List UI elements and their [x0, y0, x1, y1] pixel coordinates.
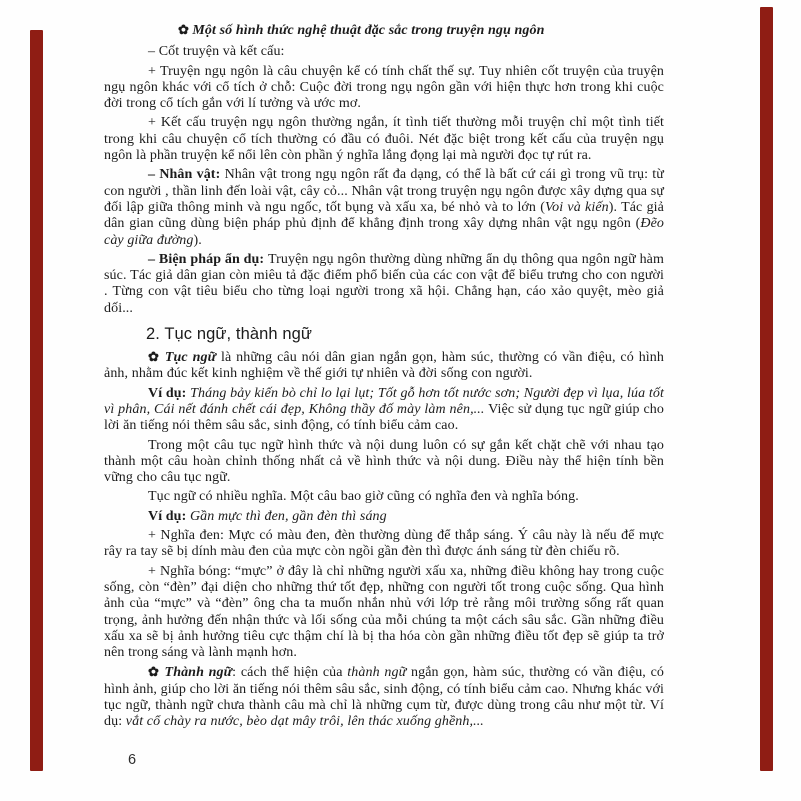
page-number: 6: [128, 752, 137, 768]
text-run: Truyện ngụ ngôn thường dùng những ẩn dụ thông qua ngôn ngữ hàm súc. Tác giả dân gian còn miêu tả đặc điểm phổ biến của các con vật để biểu trưng cho con người . Từng con vật tiêu biểu cho từng loại người trong xã hội. Chẳng hạn, cáo xảo quyệt, mèo giả dối...: [104, 251, 664, 316]
text-run: Ví dụ:: [148, 508, 190, 524]
text-run: thành ngữ: [347, 665, 407, 681]
text-run: + Nghĩa bóng: “mực” ở đây là chỉ những người xấu xa, những điều không hay trong cuộc sống, còn “đèn” đại diện cho những thứ tốt đẹp, những con người tốt trong cuộc sống. Qua hình ảnh của “mực” và “đèn” ông cha ta muốn nhắn nhủ với lớp trẻ rằng môi trường sống rất quan trọng, ảnh hưởng đến nhận thức và lối sống của mỗi chúng ta một cách sâu sắc. Gần những điều xấu xa sẽ bị ảnh hưởng tiêu cực thậm chí là bị tha hóa còn gần những điều tốt đẹp sẽ giúp ta trở nên trong sáng và lành mạnh hơn.: [104, 563, 664, 661]
text-run: Trong một câu tục ngữ hình thức và nội dung luôn có sự gắn kết chặt chẽ với nhau tạo thành một câu hoàn chỉnh thống nhất cả về hình thức và nội dung. Điều này thể hiện tính bền vững cho câu tục ngữ.: [104, 437, 664, 486]
left-page-edge-bar: [30, 30, 43, 771]
paragraph: [104, 44, 664, 60]
paragraph: [104, 167, 664, 248]
flower-icon: ✿: [148, 349, 165, 365]
text-run: là những câu nói dân gian ngắn gọn, hàm súc, thường có vần điệu, có hình ảnh, nhằm đúc kết kinh nghiệm về thế giới tự nhiên và đời sống con người.: [104, 350, 664, 382]
text-run: Tháng bảy kiến bò chỉ lo lại lụt; Tốt gỗ hơn tốt nước sơn; Người đẹp vì lụa, lúa tốt vì phân, Cái nết đánh chết cái đẹp, Không thầy đố mày làm nên,...: [104, 385, 664, 417]
text-run: – Biện pháp ẩn dụ:: [148, 251, 268, 267]
paragraph: [104, 64, 664, 113]
paragraph: [104, 564, 664, 662]
paragraph: [104, 386, 664, 435]
text-run: Thành ngữ: [164, 665, 233, 681]
text-run: 2. Tục ngữ, thành ngữ: [146, 325, 313, 344]
flower-icon: ✿: [148, 664, 165, 680]
section-heading: [104, 325, 664, 344]
paragraph: [104, 509, 664, 525]
text-run: + Kết cấu truyện ngụ ngôn thường ngắn, ít tình tiết thường mỗi truyện chỉ một tình tiết trong khi câu chuyện cổ tích thường có đầu có đuôi. Nét đặc biệt trong kết cấu của truyện ngụ ngôn là phần truyện kể nổi lên còn phần ý nghĩa lắng đọng lại mà người đọc tự rút ra.: [104, 115, 664, 164]
text-run: – Cốt truyện và kết cấu:: [148, 44, 285, 60]
text-run: + Nghĩa đen: Mực có màu đen, đèn thường dùng để thắp sáng. Ý câu này là nếu để mực rây ra tay sẽ bị dính màu đen của mực còn ngồi gần đèn thì được ánh sáng từ đèn chiếu rõ.: [104, 528, 664, 560]
text-run: ). Tác giả dân gian cũng dùng biện pháp phủ định để khẳng định trong xây dựng nhân vật ngụ ngôn (: [104, 199, 664, 232]
paragraph: [104, 489, 664, 505]
text-run: Tục ngữ: [164, 350, 221, 366]
right-page-edge-bar: [760, 7, 773, 771]
paragraph: [104, 528, 664, 561]
paragraph: [104, 349, 664, 383]
text-run: Ví dụ:: [148, 385, 191, 401]
text-run: ).: [193, 232, 202, 248]
paragraph: [104, 252, 664, 317]
section-title: [104, 22, 664, 39]
text-run: Gần mực thì đen, gần đèn thì sáng: [189, 508, 387, 524]
text-run: Đẽo cày giữa đường: [104, 216, 664, 248]
text-run: Việc sử dụng tục ngữ giúp cho lời ăn tiếng nói thêm sâu sắc, sinh động, có tính biểu cảm cao.: [104, 401, 664, 434]
paragraph: [104, 115, 664, 164]
flower-icon: ✿: [178, 22, 193, 37]
text-run: Voi và kiến: [545, 199, 609, 215]
text-run: : cách thể hiện của: [232, 665, 348, 681]
text-run: Nhân vật trong ngụ ngôn rất đa dạng, có thể là bất cứ cái gì trong vũ trụ: từ con người , thần linh đến loài vật, cây cỏ... Nhân vật trong truyện ngụ ngôn được xây dựng qua sự đối lập giữa thông minh và ngu ngốc, tốt bụng và xấu xa, bé nhỏ và to lớn (: [104, 167, 664, 215]
text-run: Tục ngữ có nhiều nghĩa. Một câu bao giờ cũng có nghĩa đen và nghĩa bóng.: [148, 489, 579, 505]
text-run: ngắn gọn, hàm súc, thường có vần điệu, có hình ảnh, giúp cho lời ăn tiếng nói thêm sâu sắc, sinh động, có tính biểu cảm cao. Nhưng khác với tục ngữ, thành ngữ chưa thành câu mà chỉ là những cụm từ, được dùng trong câu như một từ. Ví dụ:: [104, 665, 665, 730]
paragraph: [104, 438, 664, 487]
paragraph: [104, 664, 664, 730]
text-run: – Nhân vật:: [148, 167, 225, 183]
document-body: [104, 22, 664, 734]
text-run: vắt cổ chày ra nước, bèo dạt mây trôi, lên thác xuống ghềnh,...: [125, 714, 484, 730]
text-run: Một số hình thức nghệ thuật đặc sắc trong truyện ngụ ngôn: [192, 23, 545, 38]
text-run: + Truyện ngụ ngôn là câu chuyện kể có tính chất thế sự. Tuy nhiên cốt truyện của truyện ngụ ngôn khác với cổ tích ở chỗ: Cuộc đời trong ngụ ngôn gần với hiện thực hơn trong khi cuộc đời trong cổ tích gắn với lí tưởng và ước mơ.: [104, 63, 664, 112]
